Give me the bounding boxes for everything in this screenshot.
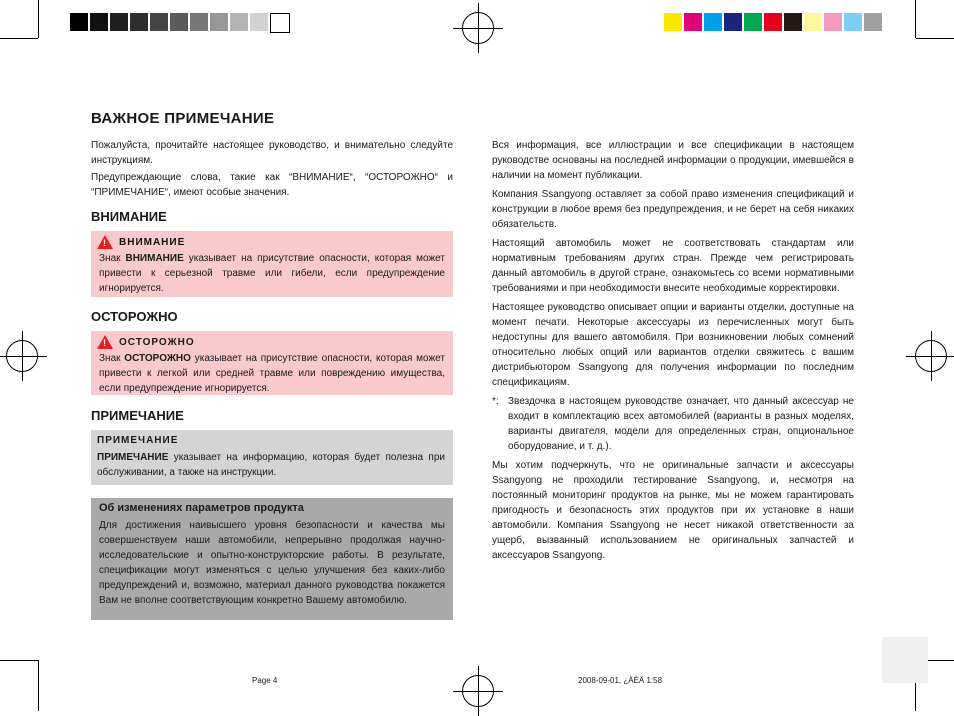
page-title: ВАЖНОЕ ПРИМЕЧАНИЕ xyxy=(91,110,275,127)
registration-mark-top xyxy=(462,12,494,44)
note-heading: ПРИМЕЧАНИЕ xyxy=(91,408,184,423)
color-swatch xyxy=(784,13,802,31)
gray-swatch xyxy=(110,13,128,31)
color-swatch xyxy=(664,13,682,31)
gray-swatch xyxy=(70,13,88,31)
page-tab xyxy=(882,637,928,683)
color-swatch xyxy=(764,13,782,31)
registration-mark-left xyxy=(6,340,38,372)
asterisk-mark: *: xyxy=(492,396,499,407)
warning-description: указывает на присутствие опасности, которая может привести к серьезной травме или гибели, если предупреждение игнорируется. xyxy=(99,253,445,294)
closing-paragraph: Мы хотим подчеркнуть, что не оригинальные запчасти и аксессуары Ssangyong не проходили тестирование Ssangyong, и, несмотря на постоянный мониторинг продуктов на рынке, мы не можем гарантировать пригодность и безопасность этих продуктов при их установке в наши автомобили. Компания Ssangyong не несет никакой ответственности за ущерб, вызванный использованием не оригинальных запчастей и аксессуаров Ssangyong. xyxy=(492,460,854,561)
registration-mark-right xyxy=(915,340,947,372)
color-swatch xyxy=(824,13,842,31)
gray-swatch xyxy=(170,13,188,31)
gray-swatch xyxy=(270,13,290,33)
gray-swatch xyxy=(130,13,148,31)
warning-lead: Знак xyxy=(99,253,121,264)
caution-box-text xyxy=(99,351,445,396)
gray-swatch xyxy=(90,13,108,31)
color-swatch xyxy=(684,13,702,31)
caution-heading: ОСТОРОЖНО xyxy=(91,309,178,324)
warning-box-title: ВНИМАНИЕ xyxy=(119,236,186,248)
asterisk-text: Звездочка в настоящем руководстве означает, что данный аксессуар не входит в комплектацию всех автомобилей (варианты в разных моделях, варианты двигателя, модели для определенных стран, опциональное оборудование, и т. д.). xyxy=(508,396,854,452)
caution-box-title: ОСТОРОЖНО xyxy=(119,336,195,348)
color-swatch xyxy=(724,13,742,31)
registration-mark-bottom xyxy=(462,675,494,707)
right-paragraph-2: Компания Ssangyong оставляет за собой право изменения спецификаций и конструкции в любое время без предупреждения, и не берет на себя никаких обязательств. xyxy=(492,189,854,230)
gray-swatch xyxy=(150,13,168,31)
crop-mark xyxy=(916,38,954,39)
right-column xyxy=(492,138,854,567)
color-swatch xyxy=(744,13,762,31)
warning-triangle-icon: ! xyxy=(97,235,113,249)
caution-box xyxy=(91,331,453,395)
intro-paragraph-2: Предупреждающие слова, такие как “ВНИМАНИЕ“, “ОСТОРОЖНО“ и “ПРИМЕЧАНИЕ“, имеют особые значения. xyxy=(91,172,453,198)
color-swatch xyxy=(864,13,882,31)
gray-swatch xyxy=(210,13,228,31)
caution-keyword: ОСТОРОЖНО xyxy=(124,353,191,364)
caution-lead: Знак xyxy=(99,353,121,364)
crop-mark xyxy=(915,0,916,38)
warning-box xyxy=(91,231,453,297)
footer-timestamp: 2008-09-01, ¿ÀÈÄ 1:58 xyxy=(578,676,663,685)
note-keyword: ПРИМЕЧАНИЕ xyxy=(97,452,169,463)
crop-mark xyxy=(38,660,39,711)
color-swatch xyxy=(804,13,822,31)
warning-keyword: ВНИМАНИЕ xyxy=(125,253,184,264)
asterisk-note xyxy=(492,394,854,454)
note-description: указывает на информацию, которая будет полезна при обслуживании, а также на инструкции. xyxy=(97,452,445,478)
crop-mark xyxy=(0,38,38,39)
color-swatch xyxy=(844,13,862,31)
right-paragraph-1: Вся информация, все иллюстрации и все спецификации в настоящем руководстве основаны на последней информации о продукции, имевшейся в наличии на момент публикации. xyxy=(492,140,854,181)
intro-paragraph-1: Пожалуйста, прочитайте настоящее руководство, и внимательно следуйте инструкциям. xyxy=(91,140,453,166)
crop-mark xyxy=(38,0,39,38)
product-changes-box xyxy=(91,498,453,620)
caution-description: указывает на присутствие опасности, которая может привести к легкой или средней травме или повреждению имущества, если предупреждение игнорируется. xyxy=(99,353,445,394)
right-paragraph-4: Настоящее руководство описывает опции и варианты отделки, доступные на момент печати. Некоторые аксессуары из перечисленных могут быть недоступны для вашего автомобиля. При возникновении любых сомнений относительно любых опций или вариантов отделки свяжитесь с вашим дистрибьютором Ssangyong для получения информации по последним спецификациям. xyxy=(492,302,854,388)
color-swatch xyxy=(704,13,722,31)
gray-swatch xyxy=(230,13,248,31)
warning-box-text xyxy=(99,251,445,296)
gray-swatch xyxy=(250,13,268,31)
gray-swatch xyxy=(190,13,208,31)
warning-heading: ВНИМАНИЕ xyxy=(91,209,167,224)
footer-page-number: Page 4 xyxy=(252,676,278,685)
product-changes-title: Об изменениях параметров продукта xyxy=(99,502,304,514)
crop-mark xyxy=(0,660,38,661)
note-box-text xyxy=(97,450,445,480)
caution-triangle-icon: ! xyxy=(97,335,113,349)
note-box xyxy=(91,430,453,485)
right-paragraph-3: Настоящий автомобиль может не соответствовать стандартам или нормативным требованиям других стран. Прежде чем регистрировать данный автомобиль в другой стране, ознакомьтесь со всеми нормативными требованиями и при необходимости внесите необходимые корректировки. xyxy=(492,238,854,294)
product-changes-text: Для достижения наивысшего уровня безопасности и качества мы совершенствуем наши автомобили, непрерывно продолжая научно-исследовательские и опытно-конструкторские работы. В результате, спецификации могут изменяться с целью улучшения без каких-либо предупреждений и, возможно, материал данного руководства покажется Вам не вполне соответствующим конкретно Вашему автомобилю. xyxy=(99,520,445,606)
note-box-title: ПРИМЕЧАНИЕ xyxy=(97,435,179,446)
